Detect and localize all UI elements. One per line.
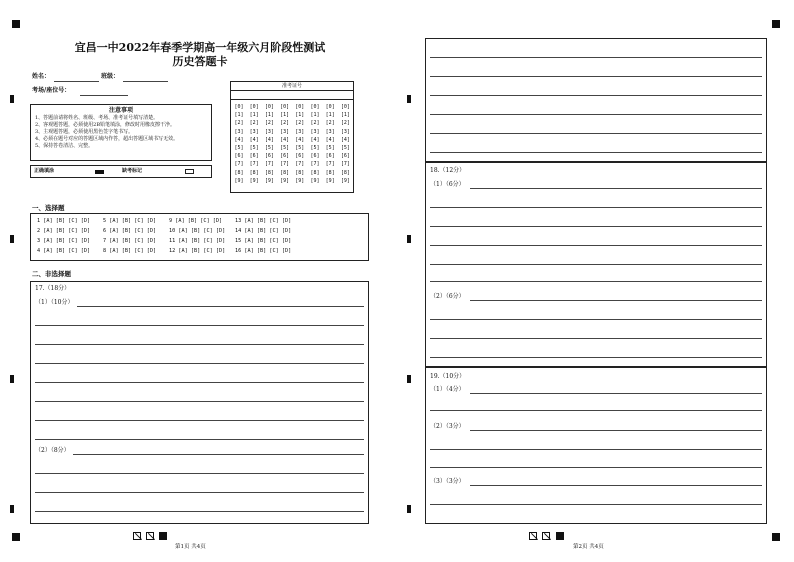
absent-mark-label: 缺考标记: [122, 168, 143, 174]
q19-label: 19.（10分）: [430, 373, 466, 380]
notice-item: 4、必须在题号对应的答题区域内作答，超出答题区域书写无效。: [35, 136, 179, 142]
corner-mark-tr: [772, 20, 780, 28]
name-field[interactable]: [54, 81, 99, 82]
exam-id-digit-bubble[interactable]: [3]: [295, 128, 305, 135]
mcq-question-options[interactable]: 12 [A] [B] [C] [D]: [169, 248, 226, 254]
class-field[interactable]: [123, 81, 168, 82]
exam-id-digit-bubble[interactable]: [4]: [310, 136, 320, 143]
section2-title: 二、非选择题: [32, 270, 71, 278]
exam-id-digit-bubble[interactable]: [0]: [340, 104, 350, 110]
exam-id-digit-bubble[interactable]: [9]: [340, 177, 350, 184]
answer-line[interactable]: [35, 420, 364, 421]
q19-part1-answer-line[interactable]: [470, 393, 762, 394]
exam-id-digit-bubble[interactable]: [8]: [295, 169, 305, 176]
answer-line[interactable]: [35, 439, 364, 440]
q19-part1-label: （1）（4分）: [430, 386, 465, 393]
answer-line[interactable]: [35, 325, 364, 326]
exam-id-digit-bubble[interactable]: [8]: [340, 169, 350, 176]
exam-id-digit-bubble[interactable]: [9]: [280, 177, 290, 184]
mcq-question-options[interactable]: 8 [A] [B] [C] [D]: [103, 248, 157, 254]
exam-id-digit-column: [309, 103, 321, 185]
notice-box: [30, 104, 212, 161]
exam-id-digit-bubble[interactable]: [9]: [325, 177, 335, 184]
exam-id-digit-bubble[interactable]: [1]: [310, 112, 320, 119]
mcq-question-options[interactable]: 15 [A] [B] [C] [D]: [235, 238, 292, 244]
page-code-box: [159, 532, 167, 540]
answer-line[interactable]: [430, 264, 762, 265]
page-code-box: [133, 532, 141, 540]
q18-part1-answer-line[interactable]: [470, 188, 762, 189]
exam-id-digit-bubble[interactable]: [7]: [340, 161, 350, 168]
exam-id-digit-bubble[interactable]: [5]: [325, 144, 335, 151]
mcq-question-options[interactable]: 5 [A] [B] [C] [D]: [103, 218, 157, 224]
mcq-question-options[interactable]: 3 [A] [B] [C] [D]: [37, 238, 91, 244]
notice-title: 注意事项: [108, 107, 133, 114]
exam-id-digit-column: [294, 103, 306, 185]
exam-id-digit-bubble[interactable]: [2]: [340, 120, 350, 127]
exam-id-digit-bubble[interactable]: [3]: [280, 128, 290, 135]
exam-id-digit-bubble[interactable]: [8]: [280, 169, 290, 176]
mcq-question-options[interactable]: 7 [A] [B] [C] [D]: [103, 238, 157, 244]
exam-id-digit-bubble[interactable]: [4]: [325, 136, 335, 143]
exam-id-digit-bubble[interactable]: [9]: [234, 177, 244, 184]
mcq-question-options[interactable]: 11 [A] [B] [C] [D]: [169, 238, 226, 244]
exam-id-write-row[interactable]: [231, 91, 353, 100]
exam-id-digit-bubble[interactable]: [8]: [234, 169, 244, 176]
exam-id-digit-bubble[interactable]: [0]: [325, 104, 335, 110]
seat-label: 考场/座位号：: [32, 87, 71, 94]
exam-id-digit-bubble[interactable]: [2]: [310, 120, 320, 127]
answer-line[interactable]: [35, 401, 364, 402]
exam-id-digit-column: [263, 103, 275, 185]
class-label: 班级：: [101, 73, 120, 80]
page-code-box: [529, 532, 537, 540]
mcq-question-options[interactable]: 4 [A] [B] [C] [D]: [37, 248, 91, 254]
answer-line[interactable]: [430, 245, 762, 246]
page-code-box: [542, 532, 550, 540]
exam-id-digit-grid[interactable]: [233, 103, 353, 191]
exam-title: 宜昌一中2022年春季学期高一年级六月阶段性测试: [74, 41, 326, 54]
timing-mark: [10, 505, 14, 513]
page-number: 第1页 共4页: [175, 544, 206, 550]
corner-mark-br: [772, 533, 780, 541]
mcq-question-options[interactable]: 9 [A] [B] [C] [D]: [169, 218, 223, 224]
mcq-question-options[interactable]: 2 [A] [B] [C] [D]: [37, 228, 91, 234]
answer-line[interactable]: [430, 319, 762, 320]
exam-id-label: 准考证号: [231, 82, 353, 91]
exam-id-digit-bubble[interactable]: [6]: [234, 153, 244, 160]
exam-id-digit-bubble[interactable]: [3]: [325, 128, 335, 135]
exam-id-digit-bubble[interactable]: [4]: [234, 136, 244, 143]
q18-answer-box: [425, 162, 767, 367]
q18-label: 18.（12分）: [430, 167, 466, 174]
exam-id-digit-bubble[interactable]: [1]: [280, 112, 290, 119]
exam-id-digit-bubble[interactable]: [0]: [310, 104, 320, 110]
q19-part2-answer-line[interactable]: [470, 430, 762, 431]
exam-id-digit-bubble[interactable]: [0]: [264, 104, 274, 110]
exam-id-digit-bubble[interactable]: [1]: [249, 112, 259, 119]
timing-mark: [10, 235, 14, 243]
exam-id-digit-bubble[interactable]: [4]: [280, 136, 290, 143]
exam-id-digit-bubble[interactable]: [6]: [280, 153, 290, 160]
exam-id-digit-bubble[interactable]: [3]: [340, 128, 350, 135]
answer-line[interactable]: [430, 114, 762, 115]
exam-id-digit-bubble[interactable]: [0]: [280, 104, 290, 110]
exam-id-digit-column: [279, 103, 291, 185]
correct-fill-label: 正确填涂: [34, 168, 55, 174]
mcq-question-options[interactable]: 13 [A] [B] [C] [D]: [235, 218, 292, 224]
q19-part2-label: （2）（3分）: [430, 423, 465, 430]
exam-id-digit-bubble[interactable]: [3]: [310, 128, 320, 135]
q17-part1-label: （1）（10分）: [35, 299, 74, 306]
mcq-box: [30, 213, 369, 261]
answer-line[interactable]: [430, 76, 762, 77]
answer-line[interactable]: [430, 467, 762, 468]
q17-answer-box: [30, 281, 369, 524]
exam-id-digit-bubble[interactable]: [7]: [264, 161, 274, 168]
answer-line[interactable]: [430, 410, 762, 411]
exam-id-digit-bubble[interactable]: [7]: [325, 161, 335, 168]
exam-id-digit-column: [233, 103, 245, 185]
exam-id-digit-bubble[interactable]: [2]: [295, 120, 305, 127]
exam-id-digit-bubble[interactable]: [5]: [340, 144, 350, 151]
exam-id-digit-bubble[interactable]: [4]: [295, 136, 305, 143]
exam-id-box: [230, 81, 354, 193]
timing-mark: [407, 95, 411, 103]
exam-id-digit-bubble[interactable]: [7]: [280, 161, 290, 168]
answer-line[interactable]: [35, 382, 364, 383]
answer-line[interactable]: [430, 357, 762, 358]
timing-mark: [407, 375, 411, 383]
exam-id-digit-bubble[interactable]: [6]: [264, 153, 274, 160]
exam-id-digit-bubble[interactable]: [5]: [280, 144, 290, 151]
answer-line[interactable]: [430, 281, 762, 282]
exam-id-digit-bubble[interactable]: [2]: [234, 120, 244, 127]
fill-example-box: [30, 165, 212, 178]
exam-id-digit-bubble[interactable]: [4]: [340, 136, 350, 143]
mcq-question-options[interactable]: 14 [A] [B] [C] [D]: [235, 228, 292, 234]
exam-id-digit-column: [324, 103, 336, 185]
exam-id-digit-bubble[interactable]: [5]: [264, 144, 274, 151]
answer-line[interactable]: [35, 473, 364, 474]
exam-id-digit-column: [248, 103, 260, 185]
q17-part2-label: （2）（8分）: [35, 447, 70, 454]
timing-mark: [407, 235, 411, 243]
answer-line[interactable]: [35, 511, 364, 512]
name-label: 姓名：: [32, 73, 51, 80]
notice-item: 1、答题前请将姓名、班级、考场、准考证号填写清楚。: [35, 115, 159, 121]
q18-part1-label: （1）（6分）: [430, 181, 465, 188]
mcq-question-options[interactable]: 16 [A] [B] [C] [D]: [235, 248, 292, 254]
answer-line[interactable]: [430, 152, 762, 153]
exam-id-digit-bubble[interactable]: [0]: [249, 104, 259, 110]
exam-id-digit-bubble[interactable]: [9]: [310, 177, 320, 184]
mcq-grid[interactable]: [37, 218, 357, 258]
answer-line[interactable]: [430, 449, 762, 450]
answer-line[interactable]: [430, 133, 762, 134]
page-code-box: [146, 532, 154, 540]
page-number: 第2页 共4页: [573, 544, 604, 550]
exam-id-digit-bubble[interactable]: [2]: [325, 120, 335, 127]
corner-mark-tl: [12, 20, 20, 28]
q18-part2-label: （2）（6分）: [430, 293, 465, 300]
exam-id-digit-bubble[interactable]: [8]: [325, 169, 335, 176]
exam-id-digit-bubble[interactable]: [3]: [249, 128, 259, 135]
exam-id-digit-bubble[interactable]: [6]: [249, 153, 259, 160]
exam-id-digit-bubble[interactable]: [7]: [234, 161, 244, 168]
q17-part2-answer-line[interactable]: [73, 454, 364, 455]
exam-id-digit-bubble[interactable]: [2]: [264, 120, 274, 127]
notice-item: 5、保持答卷清洁、完整。: [35, 143, 94, 149]
answer-line[interactable]: [430, 504, 762, 505]
q19-part3-label: （3）（3分）: [430, 478, 465, 485]
exam-id-digit-bubble[interactable]: [4]: [264, 136, 274, 143]
exam-id-digit-bubble[interactable]: [1]: [325, 112, 335, 119]
answer-line[interactable]: [430, 226, 762, 227]
mcq-question-options[interactable]: 10 [A] [B] [C] [D]: [169, 228, 226, 234]
answer-line[interactable]: [35, 363, 364, 364]
card-subtitle: 历史答题卡: [172, 55, 228, 68]
notice-item: 2、客观题答题，必须使用2B铅笔填涂，修改时用橡皮擦干净。: [35, 122, 176, 128]
exam-id-digit-bubble[interactable]: [0]: [234, 104, 244, 110]
answer-line[interactable]: [35, 492, 364, 493]
exam-id-digit-bubble[interactable]: [1]: [295, 112, 305, 119]
exam-id-digit-bubble[interactable]: [3]: [264, 128, 274, 135]
q17-part1-answer-line[interactable]: [77, 306, 364, 307]
exam-id-digit-bubble[interactable]: [5]: [295, 144, 305, 151]
exam-id-digit-bubble[interactable]: [3]: [234, 128, 244, 135]
page-code-box: [556, 532, 564, 540]
q17-label: 17.（18分）: [35, 285, 71, 292]
exam-id-digit-bubble[interactable]: [8]: [264, 169, 274, 176]
seat-field[interactable]: [80, 95, 128, 96]
answer-line[interactable]: [430, 57, 762, 58]
exam-id-digit-bubble[interactable]: [5]: [234, 144, 244, 151]
answer-line[interactable]: [430, 95, 762, 96]
absent-mark-box[interactable]: [185, 169, 194, 174]
exam-id-digit-bubble[interactable]: [6]: [340, 153, 350, 160]
answer-line[interactable]: [430, 338, 762, 339]
exam-id-digit-bubble[interactable]: [6]: [325, 153, 335, 160]
exam-id-digit-bubble[interactable]: [5]: [249, 144, 259, 151]
exam-id-digit-bubble[interactable]: [8]: [249, 169, 259, 176]
exam-id-digit-bubble[interactable]: [1]: [234, 112, 244, 119]
exam-id-digit-bubble[interactable]: [2]: [249, 120, 259, 127]
correct-fill-sample: [95, 170, 104, 174]
exam-id-digit-bubble[interactable]: [6]: [310, 153, 320, 160]
mcq-question-options[interactable]: 6 [A] [B] [C] [D]: [103, 228, 157, 234]
exam-id-digit-bubble[interactable]: [1]: [264, 112, 274, 119]
notice-item: 3、主观题答题，必须使用黑色签字笔书写。: [35, 129, 134, 135]
exam-id-digit-bubble[interactable]: [9]: [264, 177, 274, 184]
exam-id-digit-bubble[interactable]: [5]: [310, 144, 320, 151]
section1-title: 一、选择题: [32, 204, 65, 212]
timing-mark: [10, 95, 14, 103]
exam-id-digit-bubble[interactable]: [8]: [310, 169, 320, 176]
mcq-question-options[interactable]: 1 [A] [B] [C] [D]: [37, 218, 91, 224]
answer-line[interactable]: [430, 207, 762, 208]
timing-mark: [10, 375, 14, 383]
exam-id-digit-bubble[interactable]: [7]: [310, 161, 320, 168]
exam-id-digit-bubble[interactable]: [7]: [295, 161, 305, 168]
timing-mark: [407, 505, 411, 513]
answer-line[interactable]: [35, 344, 364, 345]
corner-mark-bl: [12, 533, 20, 541]
exam-id-digit-bubble[interactable]: [1]: [340, 112, 350, 119]
q19-answer-box: [425, 367, 767, 524]
exam-id-digit-bubble[interactable]: [6]: [295, 153, 305, 160]
exam-id-digit-bubble[interactable]: [9]: [295, 177, 305, 184]
exam-id-digit-bubble[interactable]: [9]: [249, 177, 259, 184]
exam-id-digit-bubble[interactable]: [2]: [280, 120, 290, 127]
exam-id-digit-bubble[interactable]: [7]: [249, 161, 259, 168]
exam-id-digit-column: [339, 103, 351, 185]
q19-part3-answer-line[interactable]: [470, 485, 762, 486]
exam-id-digit-bubble[interactable]: [4]: [249, 136, 259, 143]
exam-id-digit-bubble[interactable]: [0]: [295, 104, 305, 110]
q17-continued-box: [425, 38, 767, 162]
q18-part2-answer-line[interactable]: [470, 300, 762, 301]
